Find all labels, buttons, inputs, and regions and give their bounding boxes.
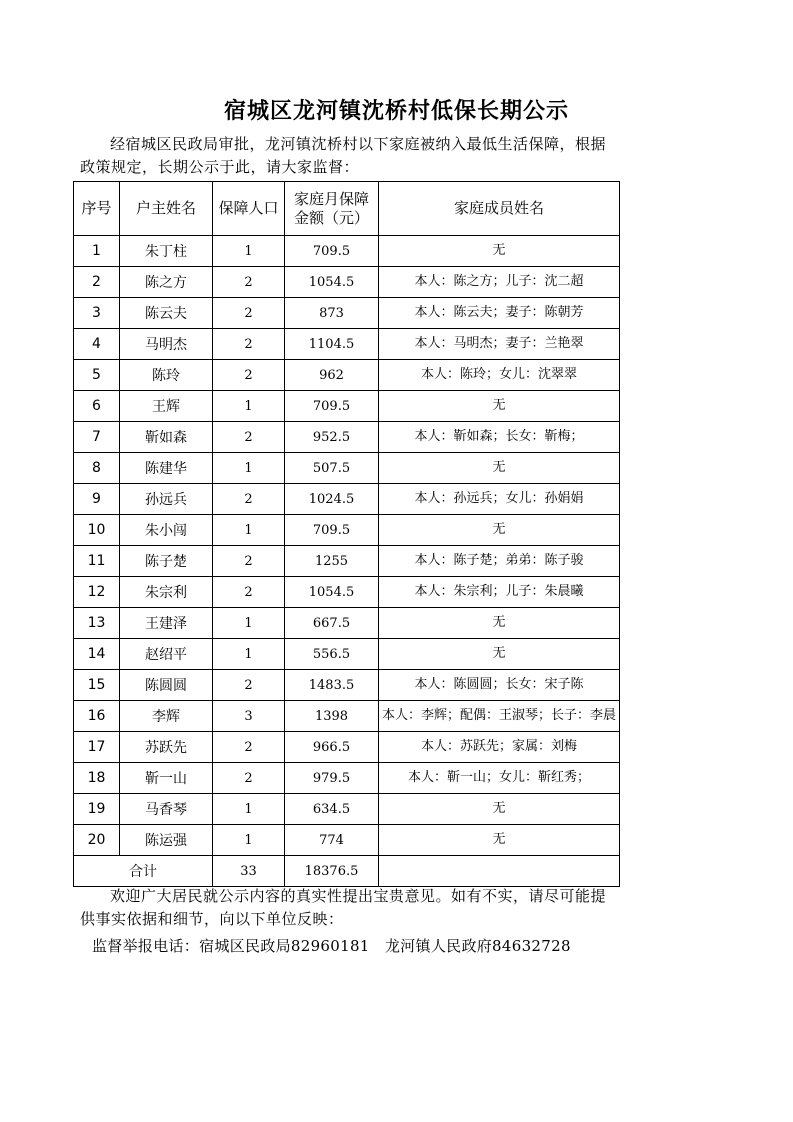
cell-count: 1 (213, 794, 285, 825)
header-count: 保障人口 (213, 182, 285, 236)
cell-name: 陈云夫 (120, 298, 213, 329)
cell-amount: 556.5 (285, 639, 379, 670)
cell-name: 王辉 (120, 391, 213, 422)
table-row (74, 329, 620, 360)
cell-members: 本人：孙远兵；女儿：孙娟娟 (379, 484, 620, 515)
cell-name: 李辉 (120, 701, 213, 732)
cell-name: 靳如森 (120, 422, 213, 453)
cell-members: 无 (379, 608, 620, 639)
table-row (74, 515, 620, 546)
cell-count: 2 (213, 732, 285, 763)
cell-amount: 709.5 (285, 236, 379, 267)
cell-amount: 709.5 (285, 391, 379, 422)
cell-seq: 19 (74, 794, 120, 825)
header-amount: 家庭月保障金额（元） (285, 182, 379, 236)
cell-name: 苏跃先 (120, 732, 213, 763)
cell-members: 本人：马明杰；妻子：兰艳翠 (379, 329, 620, 360)
cell-name: 朱丁柱 (120, 236, 213, 267)
cell-amount: 1398 (285, 701, 379, 732)
total-label: 合计 (74, 856, 213, 887)
cell-seq: 7 (74, 422, 120, 453)
table-row (74, 298, 620, 329)
cell-count: 2 (213, 484, 285, 515)
cell-count: 1 (213, 236, 285, 267)
cell-count: 2 (213, 546, 285, 577)
cell-seq: 17 (74, 732, 120, 763)
cell-seq: 20 (74, 825, 120, 856)
cell-members: 本人：陈子楚；弟弟：陈子骏 (379, 546, 620, 577)
cell-members: 本人：靳如森；长女：靳梅； (379, 422, 620, 453)
cell-seq: 11 (74, 546, 120, 577)
cell-amount: 634.5 (285, 794, 379, 825)
cell-members: 本人：陈圆圆；长女：宋子陈 (379, 670, 620, 701)
header-members: 家庭成员姓名 (379, 182, 620, 236)
cell-count: 1 (213, 515, 285, 546)
cell-seq: 8 (74, 453, 120, 484)
cell-members: 无 (379, 515, 620, 546)
table-row (74, 825, 620, 856)
header-name: 户主姓名 (120, 182, 213, 236)
table-row (74, 422, 620, 453)
cell-amount: 774 (285, 825, 379, 856)
cell-name: 马香琴 (120, 794, 213, 825)
table-row (74, 484, 620, 515)
cell-amount: 966.5 (285, 732, 379, 763)
cell-seq: 9 (74, 484, 120, 515)
cell-count: 2 (213, 422, 285, 453)
cell-members: 本人：陈玲；女儿：沈翠翠 (379, 360, 620, 391)
cell-count: 1 (213, 453, 285, 484)
cell-amount: 709.5 (285, 515, 379, 546)
cell-amount: 962 (285, 360, 379, 391)
table-row (74, 732, 620, 763)
table-row (74, 608, 620, 639)
cell-count: 3 (213, 701, 285, 732)
table-row (74, 453, 620, 484)
cell-seq: 16 (74, 701, 120, 732)
cell-seq: 14 (74, 639, 120, 670)
cell-amount: 667.5 (285, 608, 379, 639)
cell-name: 陈玲 (120, 360, 213, 391)
cell-members: 本人：苏跃先；家属：刘梅 (379, 732, 620, 763)
cell-name: 赵绍平 (120, 639, 213, 670)
cell-count: 2 (213, 360, 285, 391)
cell-amount: 1024.5 (285, 484, 379, 515)
cell-seq: 3 (74, 298, 120, 329)
hotline-text: 监督举报电话：宿城区民政局82960181 龙河镇人民政府84632728 (92, 937, 571, 955)
cell-seq: 6 (74, 391, 120, 422)
total-count: 33 (213, 856, 285, 887)
cell-members: 无 (379, 453, 620, 484)
cell-members: 本人：陈之方；儿子：沈二超 (379, 267, 620, 298)
table-row (74, 763, 620, 794)
total-amount: 18376.5 (285, 856, 379, 887)
cell-seq: 18 (74, 763, 120, 794)
subsidy-table (73, 181, 620, 887)
cell-count: 2 (213, 298, 285, 329)
cell-members: 本人：朱宗利；儿子：朱晨曦 (379, 577, 620, 608)
cell-seq: 12 (74, 577, 120, 608)
intro-paragraph: 经宿城区民政局审批，龙河镇沈桥村以下家庭被纳入最低生活保障，根据政策规定，长期公示于此，请大家监督： (80, 135, 607, 176)
page-title: 宿城区龙河镇沈桥村低保长期公示 (223, 98, 569, 124)
cell-members: 无 (379, 236, 620, 267)
cell-count: 2 (213, 267, 285, 298)
cell-amount: 1104.5 (285, 329, 379, 360)
cell-name: 马明杰 (120, 329, 213, 360)
table-row (74, 639, 620, 670)
table-row (74, 577, 620, 608)
cell-count: 1 (213, 825, 285, 856)
table-row (74, 236, 620, 267)
table-row (74, 670, 620, 701)
cell-name: 朱宗利 (120, 577, 213, 608)
cell-seq: 13 (74, 608, 120, 639)
table-row (74, 701, 620, 732)
cell-amount: 1255 (285, 546, 379, 577)
cell-count: 1 (213, 608, 285, 639)
cell-amount: 1054.5 (285, 577, 379, 608)
cell-name: 陈之方 (120, 267, 213, 298)
cell-name: 靳一山 (120, 763, 213, 794)
cell-count: 1 (213, 391, 285, 422)
total-members (379, 856, 620, 887)
cell-count: 2 (213, 329, 285, 360)
cell-count: 1 (213, 639, 285, 670)
cell-name: 孙远兵 (120, 484, 213, 515)
cell-seq: 10 (74, 515, 120, 546)
cell-name: 陈运强 (120, 825, 213, 856)
header-seq: 序号 (74, 182, 120, 236)
cell-amount: 1054.5 (285, 267, 379, 298)
table-row (74, 360, 620, 391)
cell-seq: 15 (74, 670, 120, 701)
table-row (74, 267, 620, 298)
cell-name: 朱小闯 (120, 515, 213, 546)
cell-members: 本人：李辉；配偶：王淑琴；长子：李晨 (379, 701, 620, 732)
cell-amount: 1483.5 (285, 670, 379, 701)
cell-seq: 4 (74, 329, 120, 360)
cell-amount: 507.5 (285, 453, 379, 484)
cell-seq: 2 (74, 267, 120, 298)
cell-amount: 979.5 (285, 763, 379, 794)
table-header-row (74, 182, 620, 236)
cell-seq: 5 (74, 360, 120, 391)
table-row (74, 546, 620, 577)
cell-members: 无 (379, 391, 620, 422)
table-row (74, 794, 620, 825)
cell-amount: 873 (285, 298, 379, 329)
cell-amount: 952.5 (285, 422, 379, 453)
cell-count: 2 (213, 670, 285, 701)
cell-name: 陈子楚 (120, 546, 213, 577)
table-row (74, 391, 620, 422)
cell-count: 2 (213, 763, 285, 794)
cell-name: 陈建华 (120, 453, 213, 484)
total-row (74, 856, 620, 887)
cell-members: 本人：靳一山；女儿：靳红秀； (379, 763, 620, 794)
cell-seq: 1 (74, 236, 120, 267)
cell-count: 2 (213, 577, 285, 608)
cell-members: 本人：陈云夫；妻子：陈朝芳 (379, 298, 620, 329)
cell-name: 王建泽 (120, 608, 213, 639)
cell-name: 陈圆圆 (120, 670, 213, 701)
cell-members: 无 (379, 794, 620, 825)
cell-members: 无 (379, 825, 620, 856)
cell-members: 无 (379, 639, 620, 670)
footer-paragraph: 欢迎广大居民就公示内容的真实性提出宝贵意见。如有不实，请尽可能提供事实依据和细节，向以下单位反映： (80, 887, 607, 928)
